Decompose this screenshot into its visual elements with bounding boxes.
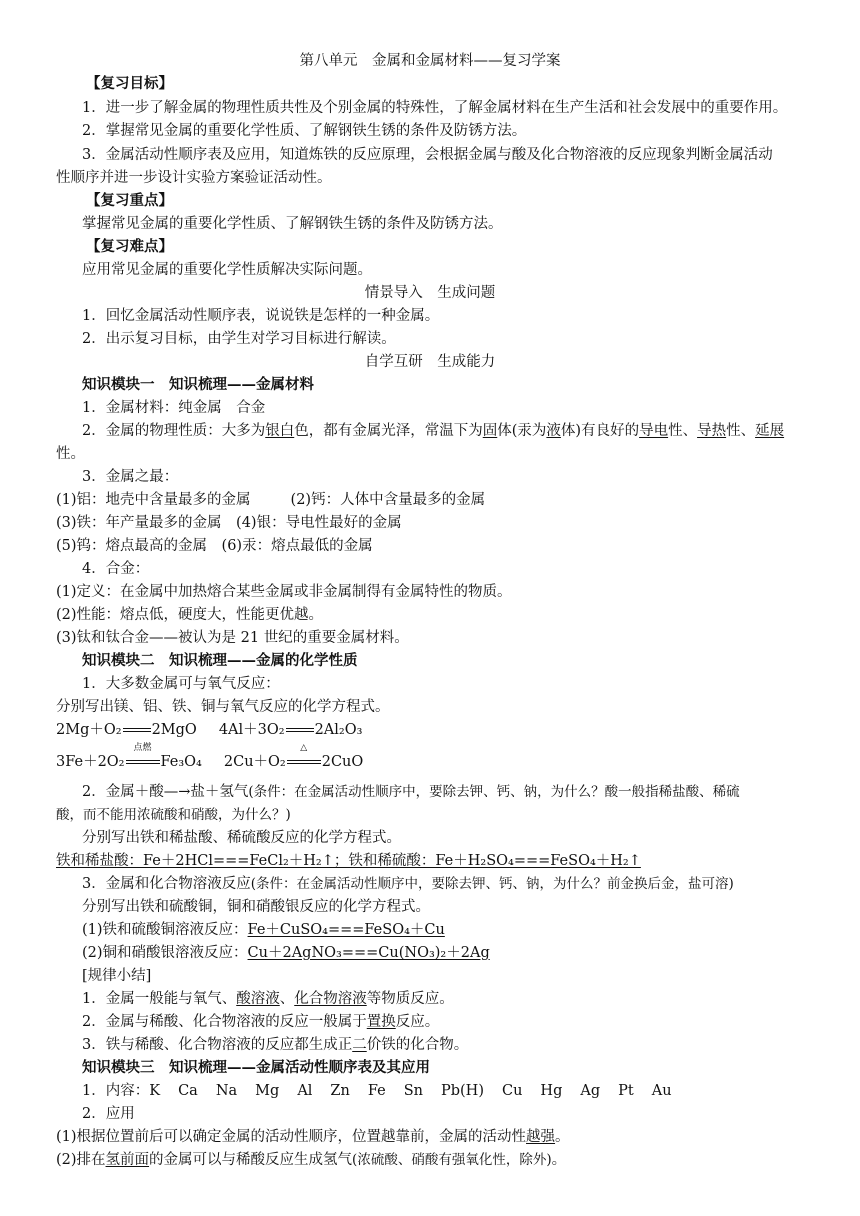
metal-symbol: Ag — [580, 1083, 601, 1099]
answer-blank: 固 — [482, 423, 498, 439]
key-text: 掌握常见金属的重要化学性质、了解钢铁生锈的条件及防锈方法。 — [82, 216, 503, 232]
metal-symbol: Au — [651, 1083, 672, 1099]
m1-item-4-1: (1)定义：在金属中加热熔合某些金属或非金属制得有金属特性的物质。 — [56, 584, 512, 600]
metal-symbol: Zn — [330, 1083, 350, 1099]
condition-label: 点燃 — [133, 743, 152, 753]
m2-item-2 — [82, 782, 740, 802]
text: 。 — [555, 1129, 570, 1145]
metal-symbol: Cu — [501, 1083, 523, 1099]
goal-1: 1．进一步了解金属的物理性质共性及个别金属的特殊性，了解金属材料在生产生活和社会发展中的重要作用。 — [82, 100, 788, 116]
equals-sign — [122, 723, 152, 737]
metal-symbol: K — [149, 1083, 161, 1099]
page-title: 第八单元 金属和金属材料——复习学案 — [299, 53, 561, 69]
text: 2．金属与稀酸、化合物溶液的反应一般属于 — [82, 1014, 367, 1030]
answer-blank: 银白 — [265, 423, 295, 439]
metal-symbol: Na — [215, 1083, 238, 1099]
intro-item-2: 2．出示复习目标，由学生对学习目标进行解读。 — [82, 331, 396, 347]
text: 1．金属一般能与氧气、 — [82, 991, 237, 1007]
metal-symbol: Ca — [178, 1083, 198, 1099]
text: 体(汞为 — [497, 423, 547, 439]
text: 性、 — [726, 423, 756, 439]
metal-symbol: Mg — [255, 1083, 280, 1099]
goal-3-line-2: 性顺序并进一步设计实验方案验证活动性。 — [56, 170, 332, 186]
text: (1)铁和硫酸铜溶液反应： — [82, 922, 248, 938]
module-1-header: 知识模块一 知识梳理——金属材料 — [82, 376, 314, 393]
condition-label: △ — [300, 743, 308, 753]
text: 色，都有金属光泽，常温下为 — [294, 423, 483, 439]
m1-item-3: 3．金属之最： — [82, 469, 179, 485]
m1-item-4-2: (2)性能：熔点低，硬度大，性能更优越。 — [56, 607, 324, 623]
text: 3．金属和化合物溶液反应 — [82, 876, 251, 892]
equation-line-2 — [56, 743, 364, 772]
m2-item-1: 1．大多数金属可与氧气反应： — [82, 676, 280, 692]
activity-series-line — [82, 1081, 690, 1101]
answer-blank: 化合物溶液 — [294, 991, 367, 1007]
metal-symbol: Al — [297, 1083, 313, 1099]
m2-item-1-sub: 分别写出镁、铝、铁、铜与氧气反应的化学方程式。 — [56, 699, 390, 715]
m1-item-4-3: (3)钛和钛合金——被认为是 21 世纪的重要金属材料。 — [56, 630, 409, 646]
equals-sign — [285, 723, 315, 737]
goal-3-line-1: 3．金属活动性顺序表及应用，知道炼铁的反应原理，会根据金属与酸及化合物溶液的反应现象判断金属活动 — [82, 147, 773, 163]
answer-blank: 越强 — [526, 1129, 556, 1145]
text: 的金属可以与稀酸反应生成氢气 — [149, 1152, 353, 1168]
text: (1)根据位置前后可以确定金属的活动性顺序，位置越靠前，金属的活动性 — [56, 1129, 527, 1145]
m1-item-1: 1．金属材料：纯金属 合金 — [82, 400, 266, 416]
text: 性、 — [668, 423, 698, 439]
m2-item-2-sub: 分别写出铁和稀盐酸、稀硫酸反应的化学方程式。 — [82, 830, 401, 846]
goal-2: 2．掌握常见金属的重要化学性质、了解钢铁生锈的条件及防锈方法。 — [82, 123, 527, 139]
note: (条件：在金属活动性顺序中，要除去钾、钙、钠，为什么？前金换后金，盐可溶) — [250, 876, 734, 892]
note: (浓硫酸、硝酸有强氧化性，除外) — [352, 1152, 552, 1168]
m1-item-4: 4．合金： — [82, 561, 150, 577]
equation: Fe₃O₄ — [160, 754, 202, 770]
metal-symbol: Fe — [367, 1083, 386, 1099]
m2-item-2-answer: 铁和稀盐酸：Fe＋2HCl===FeCl₂＋H₂↑；铁和稀硫酸：Fe＋H₂SO₄===FeSO₄＋H₂↑ — [56, 853, 641, 869]
m2-item-3 — [82, 874, 734, 894]
module-3-header: 知识模块三 知识梳理——金属活动性顺序表及其应用 — [82, 1059, 430, 1076]
equation: 2CuO — [321, 754, 364, 770]
text: (2)铜和硝酸银溶液反应： — [82, 945, 248, 961]
answer-blank: 氢前面 — [105, 1152, 150, 1168]
m1-item-3-line-3: (5)钨：熔点最高的金属 (6)汞：熔点最低的金属 — [56, 538, 373, 554]
m2-item-2-cont: 酸，而不能用浓硫酸和硝酸，为什么？) — [56, 807, 291, 823]
summary-1 — [82, 989, 454, 1009]
goals-header: 【复习目标】 — [86, 75, 173, 92]
equals-sign-with-condition — [286, 743, 322, 769]
text: (2)排在 — [56, 1152, 106, 1168]
activity-series — [149, 1083, 689, 1099]
m2-item-3-1 — [82, 920, 445, 940]
m1-item-3-line-1 — [56, 490, 485, 510]
answer-blank: 二 — [352, 1037, 367, 1053]
summary-2 — [82, 1012, 439, 1032]
answer-blank: 延展 — [755, 423, 785, 439]
equation-line-1 — [56, 720, 362, 740]
m3-item-2-1 — [56, 1127, 570, 1147]
intro-header: 情景导入 生成问题 — [364, 285, 496, 301]
m2-item-3-2 — [82, 943, 490, 963]
m3-item-2-2 — [56, 1150, 566, 1170]
equation: 4Al＋3O₂ — [218, 722, 285, 738]
metal-symbol: Hg — [540, 1083, 563, 1099]
text: 。 — [551, 1152, 567, 1168]
m2-item-3-sub: 分别写出铁和硫酸铜，铜和硝酸银反应的化学方程式。 — [82, 899, 430, 915]
key-header: 【复习重点】 — [86, 192, 173, 209]
answer-blank: Fe＋CuSO₄===FeSO₄＋Cu — [247, 922, 445, 938]
text: (1)铝：地壳中含量最多的金属 — [56, 492, 251, 508]
equation: 2MgO — [151, 722, 197, 738]
m1-item-3-line-2: (3)铁：年产量最多的金属 (4)银：导电性最好的金属 — [56, 515, 402, 531]
m3-item-2: 2．应用 — [82, 1106, 135, 1122]
equation: 2Cu＋O₂ — [223, 754, 286, 770]
summary-3 — [82, 1035, 468, 1055]
equation: 2Al₂O₃ — [314, 722, 363, 738]
module-2-header: 知识模块二 知识梳理——金属的化学性质 — [82, 652, 358, 669]
m1-item-2 — [82, 421, 784, 441]
intro-item-1: 1．回忆金属活动性顺序表，说说铁是怎样的一种金属。 — [82, 308, 440, 324]
answer-blank: 液 — [546, 423, 561, 439]
text: 3．铁与稀酸、化合物溶液的反应都生成正 — [82, 1037, 353, 1053]
text: 反应。 — [395, 1014, 440, 1030]
self-study-header: 自学互研 生成能力 — [364, 354, 496, 370]
text: 价铁的化合物。 — [366, 1037, 469, 1053]
text: 、 — [279, 991, 295, 1007]
equation: 3Fe＋2O₂ — [56, 754, 125, 770]
answer-blank: Cu＋2AgNO₃===Cu(NO₃)₂＋2Ag — [247, 945, 490, 961]
text: 2．金属＋酸—→盐＋氢气 — [82, 784, 249, 800]
equals-sign-with-condition — [125, 743, 161, 769]
answer-blank: 导热 — [697, 423, 727, 439]
m1-item-2-end: 性。 — [56, 446, 85, 462]
metal-symbol: Pb(H) — [440, 1083, 484, 1099]
difficulty-text: 应用常见金属的重要化学性质解决实际问题。 — [82, 262, 372, 278]
answer-blank: 置换 — [366, 1014, 396, 1030]
text: 1．内容： — [82, 1083, 150, 1099]
note: (条件：在金属活动性顺序中，要除去钾、钙、钠，为什么？酸一般指稀盐酸、稀硫 — [248, 784, 740, 800]
metal-symbol: Pt — [618, 1083, 634, 1099]
text: 等物质反应。 — [366, 991, 454, 1007]
answer-blank: 酸溶液 — [236, 991, 280, 1007]
summary-header: [规律小结] — [82, 968, 152, 984]
metal-symbol: Sn — [403, 1083, 423, 1099]
text: 体)有良好的 — [560, 423, 640, 439]
answer-blank: 导电 — [639, 423, 669, 439]
text: (2)钙：人体中含量最多的金属 — [290, 492, 486, 508]
equation: 2Mg＋O₂ — [56, 722, 122, 738]
difficulty-header: 【复习难点】 — [86, 238, 173, 255]
text: 2．金属的物理性质：大多为 — [82, 423, 266, 439]
